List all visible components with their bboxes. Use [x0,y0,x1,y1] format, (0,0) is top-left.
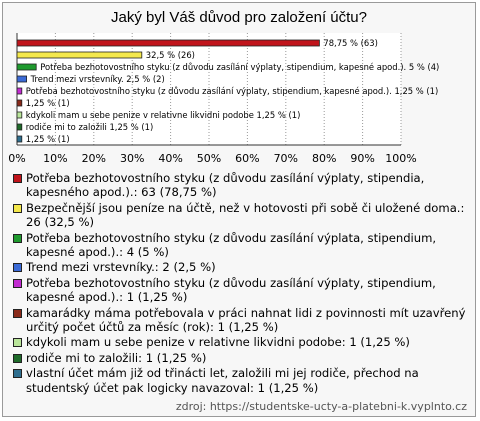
bar [17,40,319,46]
legend-swatch [13,309,22,318]
x-tick-label: 20% [81,152,107,165]
bar [17,112,22,118]
bar-label: rodiče mi to založili 1,25 % (1) [25,122,154,132]
x-tick-label: 40% [158,152,183,165]
legend-swatch [13,279,22,288]
x-tick-label: 10% [43,152,68,165]
legend-swatch [13,263,22,272]
bar [17,88,22,94]
bar-label: Potřeba bezhotovostního styku (z důvodu zasílání výplaty, stipendium, kapesné apod.). 1,25 % (1) [25,86,439,96]
bar-label: Trend mezi vrstevníky. 2,5 % (2) [30,74,165,84]
legend-label: vlastní účet mám již od třinácti let, založili mi jej rodiče, přechod na studentský účet pak logicky navazoval: 1 (1,25 %) [26,366,419,395]
legend-swatch [13,234,22,243]
bar-label: 1,25 % (1) [25,98,70,108]
bar-label: 78,75 % (63) [323,38,378,48]
legend-item [13,351,473,365]
bar [17,100,22,106]
legend-item [13,335,473,349]
legend-item [13,276,473,305]
legend-label: kdykoli mam u sebe penize v relativne likvidni podobe: 1 (1,25 %) [26,335,410,350]
legend-swatch [13,338,22,347]
legend-item [13,306,473,335]
x-tick-label: 60% [235,152,260,165]
legend-item [13,201,473,230]
bar-label: Potřeba bezhotovostního styku (z důvodu zasílání výplaty, stipendium, kapesné apod.). 5 % (4) [40,62,440,72]
x-tick-label: 80% [311,152,337,165]
x-tick-label: 0% [8,152,26,165]
legend-label: Potřeba bezhotovostního styku (z důvodu zasílání výplata, stipendium, kapesné apod.).: 4 (5 %) [26,230,437,259]
bar [17,136,22,142]
legend-label: rodiče mi to založili: 1 (1,25 %) [26,350,207,365]
bar [17,64,36,70]
chart-legend [13,171,473,396]
x-tick-label: 70% [273,152,299,165]
legend-item [13,366,473,395]
x-tick-label: 90% [350,152,375,165]
legend-swatch [13,204,22,213]
x-tick-label: 50% [196,152,222,165]
legend-label: Potřeba bezhotovostního styku (z důvodu zasílání výplaty, stipendia, kapesného apod.).: 63 (78,75 %) [26,171,425,200]
legend-item [13,260,473,274]
legend-swatch [13,174,22,183]
legend-label: Bezpečnější jsou peníze na účtě, než v hotovosti při sobě či uložené doma.: 26 (32,5 %) [26,200,465,230]
legend-swatch [13,354,22,363]
source-note: zdroj: https://studentske-ucty-a-platebni-k.vyplnto.cz [175,400,467,413]
bar [17,124,22,130]
bar-label: 1,25 % (1) [25,134,70,144]
bar-label: 32,5 % (26) [145,50,195,60]
legend-swatch [13,369,22,378]
bar [17,52,142,58]
legend-label: Potřeba bezhotovostního styku (z důvodu zasílání výplaty, stipendium, kapesné apod.).: 1 (1,25 %) [26,275,436,305]
bar [17,76,27,82]
bar-chart [3,3,477,168]
bar-label: kdykoli mam u sebe penize v relativne likvidni podobe 1,25 % (1) [25,110,301,120]
x-tick-label: 100% [385,152,417,165]
chart-frame [2,2,476,417]
legend-item [13,171,473,200]
chart-title: Jaký byl Váš důvod pro založení účtu? [111,9,367,26]
legend-label: kamarádky máma potřebovala v práci nahnat lidi z povinnosti mít uzavřený určitý počet účtů za měsíc (rok): 1 (1,25 %) [26,305,466,334]
legend-item [13,231,473,260]
legend-label: Trend mezi vrstevníky.: 2 (2,5 %) [26,260,216,275]
x-tick-label: 30% [119,152,145,165]
